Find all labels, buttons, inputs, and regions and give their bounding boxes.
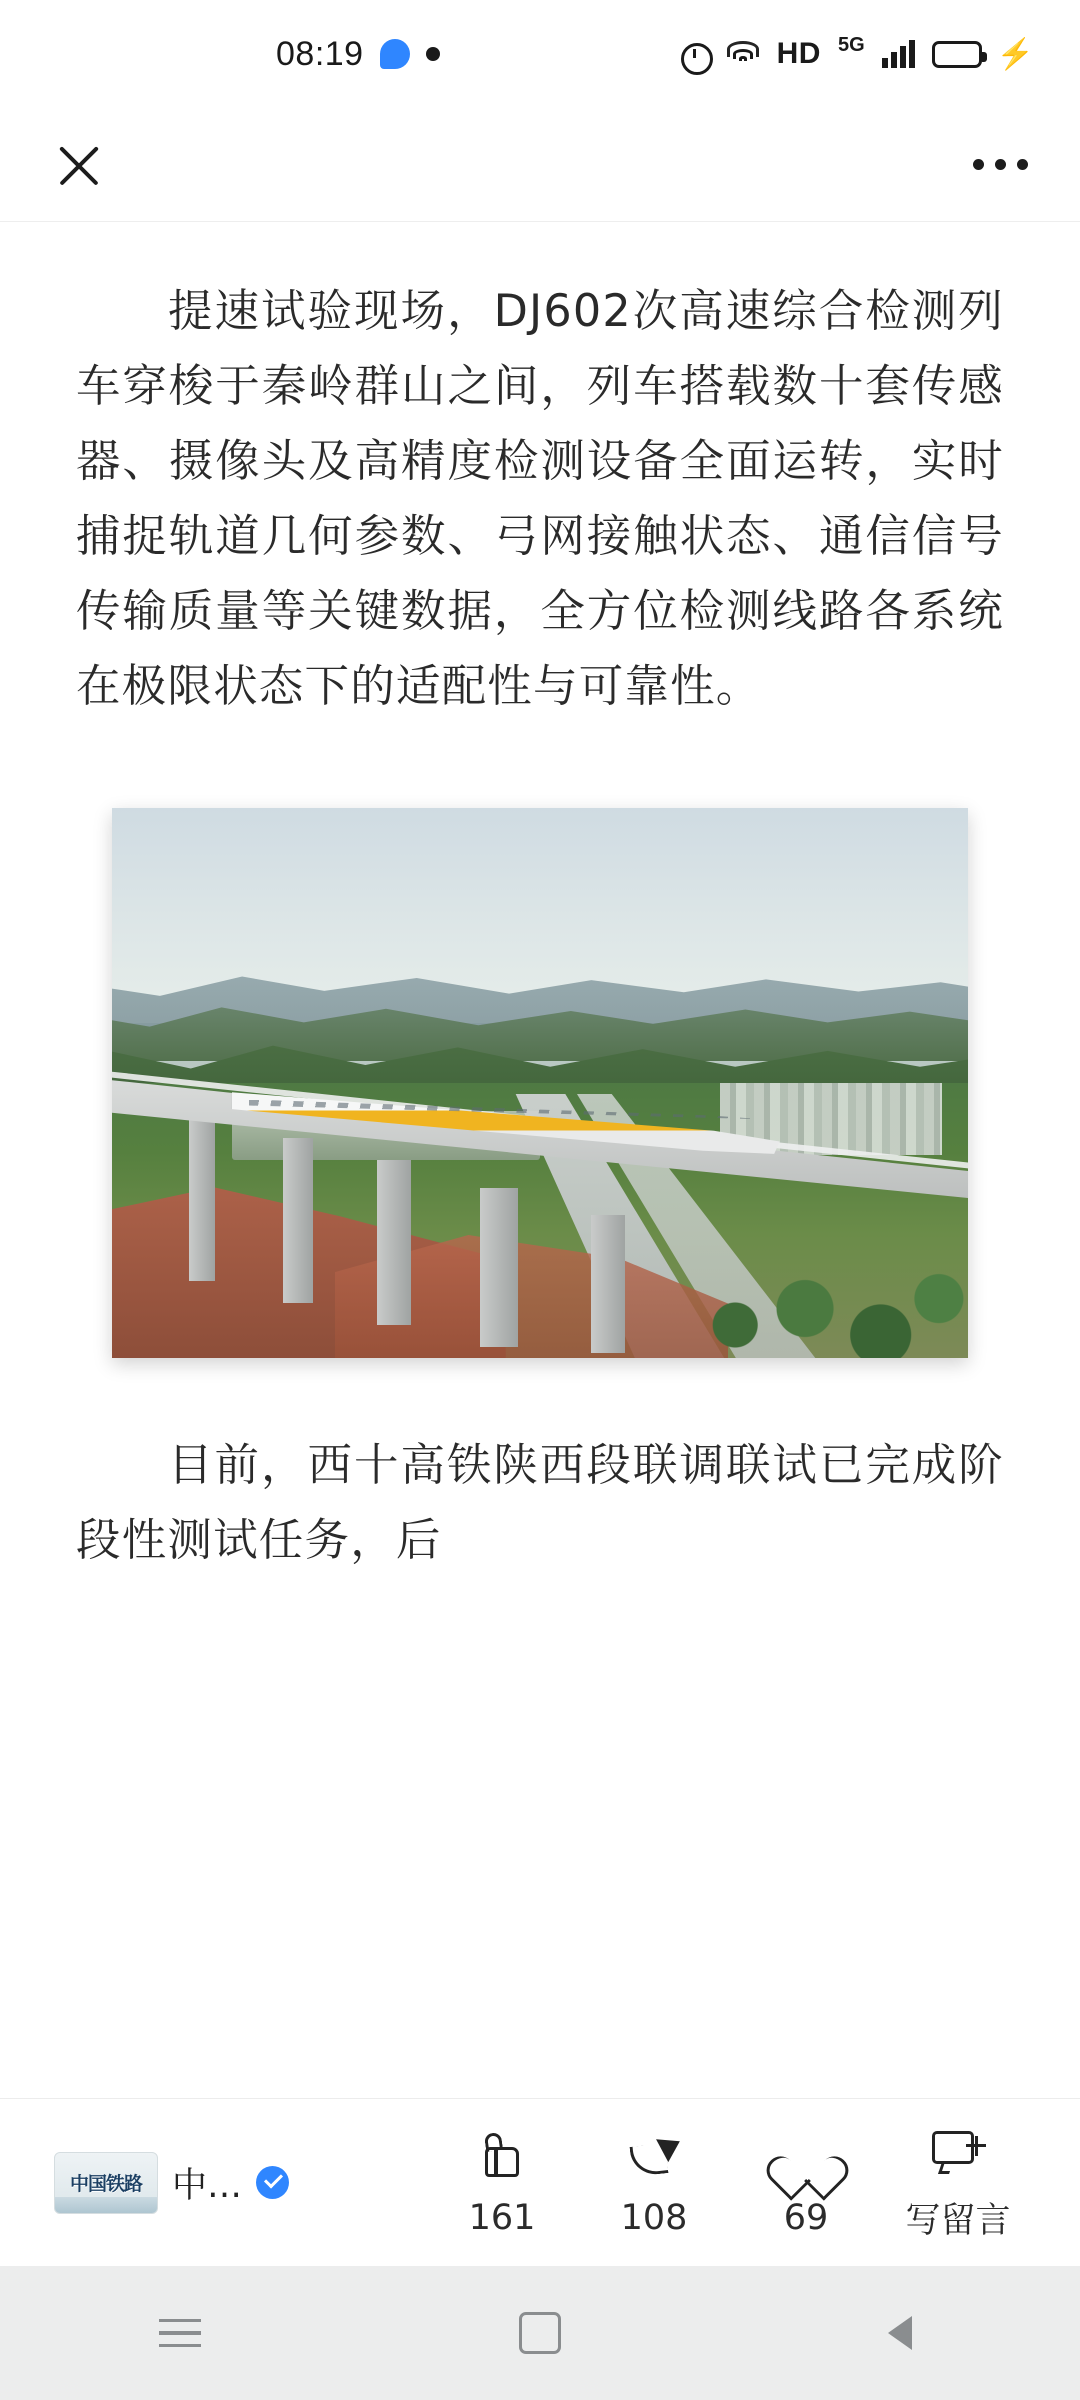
article-action-bar xyxy=(0,2098,1080,2266)
share-button[interactable] xyxy=(578,2128,730,2238)
article-figure-wrapper xyxy=(76,808,1004,1358)
triangle-back-icon xyxy=(888,2316,912,2350)
dot-icon xyxy=(426,47,440,61)
nav-back-button[interactable] xyxy=(840,2298,960,2368)
account-avatar[interactable] xyxy=(54,2152,158,2214)
status-bar-right xyxy=(679,34,1034,72)
article-paragraph-1: 提速试验现场，DJ602次高速综合检测列车穿梭于秦岭群山之间，列车搭载数十套传感器、摄像头及高精度检测设备全面运转，实时捕捉轨道几何参数、弓网接触状态、通信信号传输质量等关键数据，全方位检测线路各系统在极限状态下的适配性与可靠性。 xyxy=(76,286,1004,712)
image-bridge-pier xyxy=(591,1215,625,1353)
nav-recents-button[interactable] xyxy=(120,2298,240,2368)
charging-bolt-icon: ⚡ xyxy=(996,37,1034,71)
comment-button[interactable] xyxy=(882,2123,1034,2243)
wifi-icon xyxy=(726,41,760,67)
close-icon[interactable] xyxy=(48,134,110,196)
network-type-label: 5G xyxy=(837,34,865,56)
signal-icon xyxy=(882,40,915,68)
status-bar-left xyxy=(276,35,440,74)
image-trees xyxy=(677,1193,968,1358)
battery-icon xyxy=(932,41,982,68)
system-navigation-bar xyxy=(0,2266,1080,2400)
account-info[interactable] xyxy=(54,2152,384,2214)
menu-icon xyxy=(159,2319,201,2348)
nav-home-button[interactable] xyxy=(480,2298,600,2368)
article-content[interactable] xyxy=(0,222,1080,2098)
like-count: 161 xyxy=(468,2197,536,2238)
more-options-icon[interactable] xyxy=(969,145,1032,184)
chat-bubble-icon xyxy=(380,39,410,69)
top-navigation-bar xyxy=(0,108,1080,222)
action-buttons xyxy=(426,2123,1034,2243)
share-arrow-icon xyxy=(627,2128,681,2186)
share-count: 108 xyxy=(620,2197,688,2238)
alarm-icon xyxy=(679,39,709,69)
thumbs-up-icon xyxy=(476,2128,528,2186)
favorite-button[interactable] xyxy=(730,2128,882,2238)
heart-icon xyxy=(779,2128,833,2186)
status-clock: 08:19 xyxy=(276,34,364,73)
hd-icon: HD xyxy=(776,37,821,70)
account-name: 中… xyxy=(172,2165,243,2206)
content-bottom-fade xyxy=(0,2052,1080,2098)
image-bridge-pier xyxy=(283,1138,313,1303)
image-bridge-pier xyxy=(189,1116,215,1281)
article-image-railway-viaduct[interactable] xyxy=(112,808,968,1358)
comment-label: 写留言 xyxy=(905,2200,1011,2241)
account-logo-text: 中国铁路 xyxy=(69,2173,142,2195)
like-button[interactable] xyxy=(426,2128,578,2238)
square-icon xyxy=(519,2312,561,2354)
image-bridge-pier xyxy=(377,1160,411,1325)
verified-badge-icon xyxy=(256,2166,289,2199)
image-bridge-pier xyxy=(480,1188,518,1348)
status-bar xyxy=(0,0,1080,108)
comment-plus-icon xyxy=(930,2123,986,2181)
favorite-count: 69 xyxy=(783,2197,829,2238)
article-paragraph-2: 目前，西十高铁陕西段联调联试已完成阶段性测试任务，后 xyxy=(76,1440,1004,1566)
